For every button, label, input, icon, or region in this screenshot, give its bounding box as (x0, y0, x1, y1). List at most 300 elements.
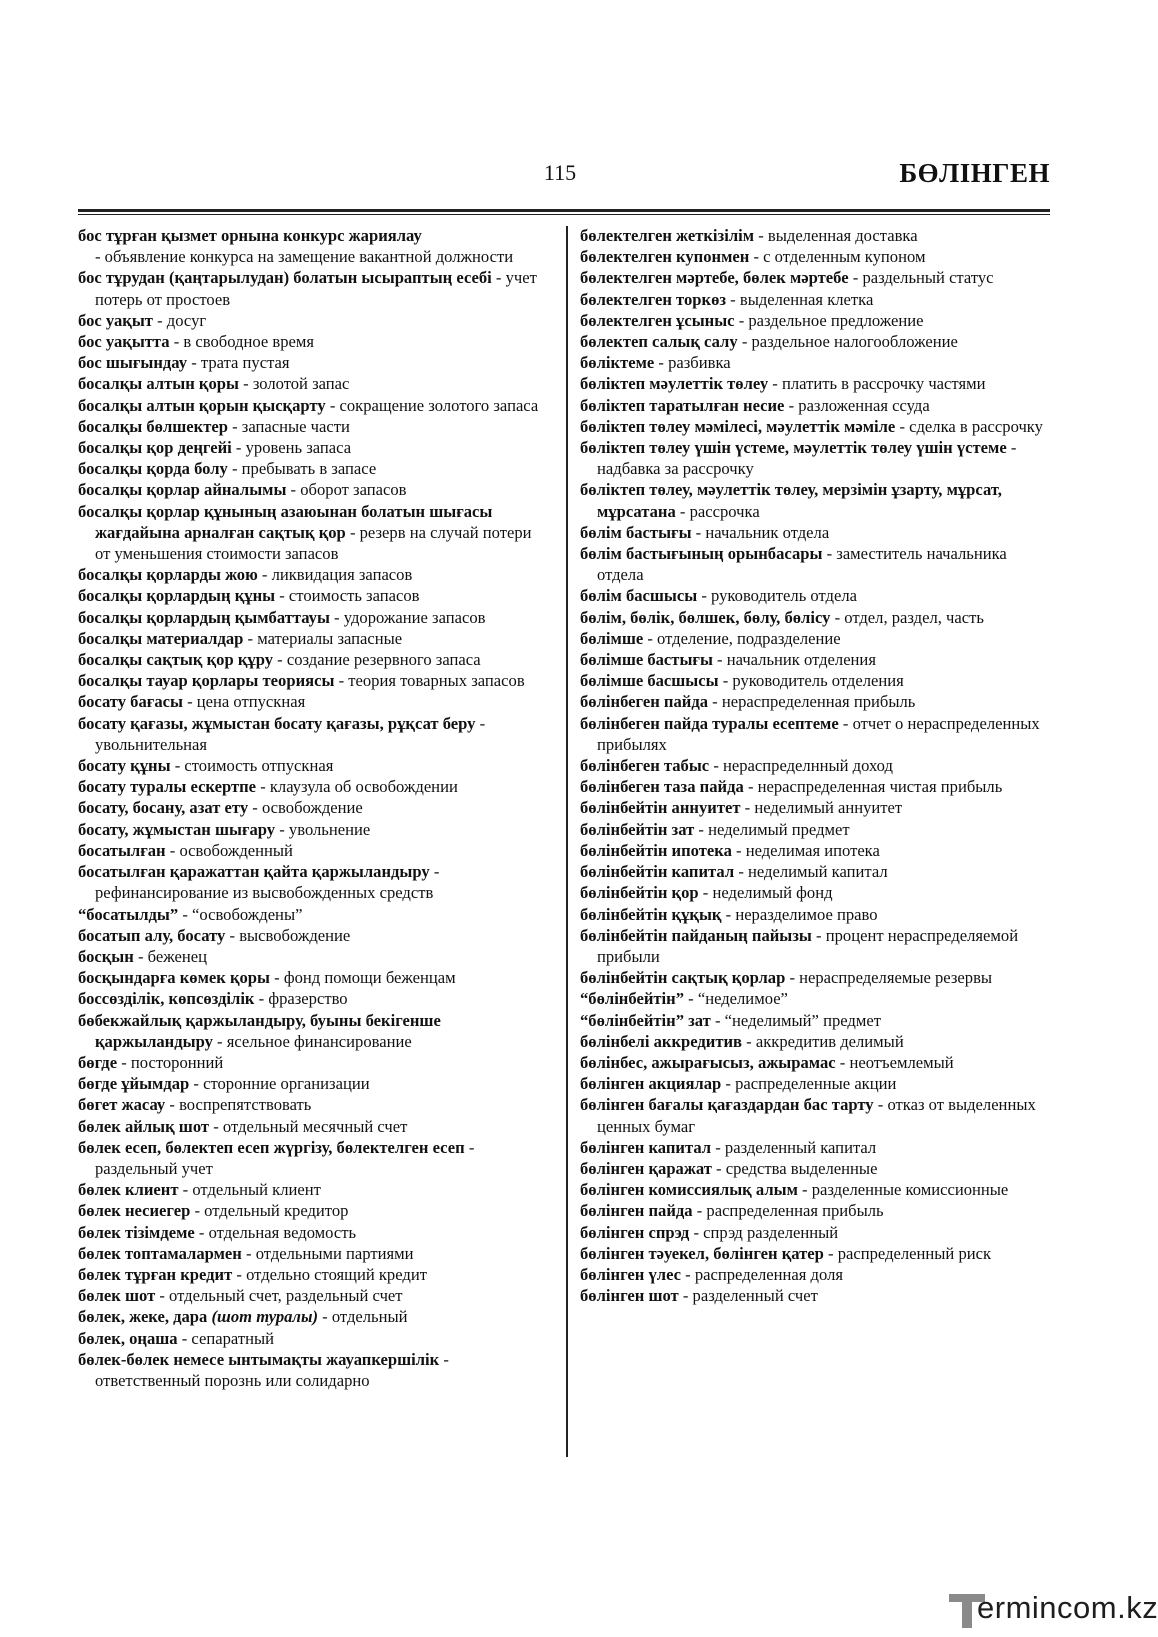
entry-definition: сепаратный (191, 1328, 274, 1348)
entry-separator: - (429, 862, 440, 882)
entry-term: босатып алу, босату (78, 925, 226, 945)
dictionary-entry (78, 840, 548, 861)
entry-definition: удорожание запасов (343, 607, 486, 627)
entry-definition: платить в рассрочку частями (781, 374, 986, 394)
entry-separator: - (212, 1031, 227, 1051)
entry-separator: - (439, 1349, 449, 1369)
entry-definition: распределенная прибыль (706, 1201, 884, 1221)
entry-definition: ликвидация запасов (271, 565, 413, 585)
dictionary-entry (580, 585, 1048, 606)
dictionary-entry (580, 373, 1048, 394)
dictionary-entry (78, 1328, 548, 1349)
entry-term-note: (шот туралы) (211, 1307, 318, 1327)
dictionary-entry (580, 904, 1048, 925)
entry-separator: - (227, 416, 242, 436)
dictionary-entry (78, 819, 548, 840)
entry-definition: освобожденный (179, 840, 293, 860)
entry-definition: создание резервного запаса (286, 650, 481, 670)
entry-separator: - (275, 819, 289, 839)
entry-term: бөлек топтамалармен (78, 1243, 242, 1263)
entry-term: бөлінбеген пайда туралы есептеме (580, 713, 839, 733)
entry-definition: раздельное налогообложение (751, 332, 958, 352)
entry-definition: сделка в рассрочку (909, 416, 1043, 436)
entry-separator: - (232, 1264, 247, 1284)
entry-separator: - (721, 1074, 736, 1094)
entry-definition: беженец (147, 946, 207, 966)
entry-separator: - (823, 1243, 838, 1263)
dictionary-entry (580, 1137, 1048, 1158)
dictionary-entry (78, 649, 548, 670)
entry-separator: - (697, 586, 712, 606)
entry-term: бөлінген шот (580, 1286, 679, 1306)
entry-term: бөлінген спрэд (580, 1222, 690, 1242)
entry-separator: - (684, 989, 698, 1009)
entry-separator: - (254, 989, 269, 1009)
entry-definition: раздельное предложение (748, 310, 924, 330)
entry-separator: - (155, 1286, 170, 1306)
entry-separator: - (117, 1052, 131, 1072)
entry-separator: - (811, 925, 826, 945)
entry-term: бөліктеп төлеу, мәулеттік төлеу, мерзімін ұзарту, мұрсат, мұрсатана (580, 480, 1002, 521)
dictionary-entry (78, 585, 548, 606)
dictionary-entry (580, 246, 1048, 267)
entry-term: бөлімше басшысы (580, 671, 719, 691)
entry-definition: досуг (166, 310, 207, 330)
dictionary-entry (580, 925, 1048, 967)
dictionary-entry (78, 797, 548, 818)
entry-separator: - (241, 1243, 256, 1263)
entry-definition: сторонние организации (203, 1074, 370, 1094)
entry-definition: трата пустая (200, 353, 290, 373)
entry-definition: “неделимое” (697, 989, 788, 1009)
entry-separator: - (165, 1095, 180, 1115)
entry-term: босату қағазы, жұмыстан босату қағазы, рұқсат беру (78, 713, 476, 733)
dictionary-entry (78, 1285, 548, 1306)
header-rule-thin (78, 214, 1050, 215)
entry-separator: - (475, 713, 486, 733)
entry-separator: - (248, 798, 262, 818)
entry-definition: отдельный кредитор (204, 1201, 349, 1221)
entry-term: бөлінбелі аккредитив (580, 1031, 743, 1051)
entry-separator: - (710, 1010, 725, 1030)
entry-term: бөлінген пайда (580, 1201, 693, 1221)
entry-definition: материалы запасные (257, 628, 403, 648)
page-number: 115 (543, 160, 577, 185)
entry-definition: стоимость отпускная (184, 756, 334, 776)
entry-term: боссөзділік, көпсөзділік (78, 989, 255, 1009)
entry-separator: - (835, 1052, 850, 1072)
entry-separator: - (170, 756, 185, 776)
entry-definition: отдел, раздел, часть (844, 607, 984, 627)
entry-separator: - (231, 438, 246, 458)
entry-definition: разбивка (668, 353, 731, 373)
entry-definition: отказ от выделенных ценных бумаг (597, 1095, 1036, 1136)
entry-term: бөлектеп салық салу (580, 332, 738, 352)
entry-definition: разделенный счет (692, 1286, 818, 1306)
dictionary-entry (78, 437, 548, 458)
entry-separator: - (275, 586, 289, 606)
entry-term: бөліктеп төлеу үшін үстеме, мәулеттік төлеу үшін үстеме (580, 438, 1007, 458)
entry-term: босалқы қорда болу (78, 459, 228, 479)
logo-t-stem (962, 1594, 972, 1628)
dictionary-entry (78, 1306, 548, 1327)
entry-definition: раздельный учет (95, 1158, 213, 1178)
entry-term: бөлек клиент (78, 1180, 179, 1200)
entry-separator: - (464, 1137, 475, 1157)
entry-term: бөлінген тәуекел, бөлінген қатер (580, 1243, 824, 1263)
entry-definition: ясельное финансирование (226, 1031, 412, 1051)
dictionary-entry (580, 352, 1048, 373)
dictionary-entry (78, 925, 548, 946)
dictionary-entry (580, 1010, 1048, 1031)
dictionary-entry (580, 310, 1048, 331)
entry-definition: отдельно стоящий кредит (246, 1264, 427, 1284)
entry-separator: - (731, 840, 746, 860)
dictionary-entry (580, 479, 1048, 521)
header-rule (78, 209, 1050, 212)
entry-separator: - (675, 501, 690, 521)
entry-term: бос тұрған қызмет орнына конкурс жариялау (78, 226, 422, 245)
left-column (78, 225, 548, 1391)
dictionary-entry (78, 1073, 548, 1094)
entry-definition: “неделимый” предмет (724, 1010, 881, 1030)
entry-separator: - (873, 1095, 888, 1115)
dictionary-entry (580, 1264, 1048, 1285)
dictionary-entry (580, 1285, 1048, 1306)
dictionary-entry (78, 479, 548, 500)
entry-definition: пребывать в запасе (241, 459, 377, 479)
entry-term: босалқы алтын қорын қысқарту (78, 395, 326, 415)
entry-definition: отдельный (331, 1307, 408, 1327)
entry-definition: отдельный клиент (192, 1180, 321, 1200)
entry-definition: средства выделенные (725, 1158, 878, 1178)
dictionary-entry (78, 458, 548, 479)
entry-term: босқын (78, 946, 134, 966)
entry-definition: неделимая ипотека (745, 840, 880, 860)
entry-term: бөлінген акциялар (580, 1074, 722, 1094)
entry-definition: неделимый фонд (712, 883, 833, 903)
entry-definition: отдельными партиями (255, 1243, 414, 1263)
entry-definition: аккредитив делимый (755, 1031, 904, 1051)
dictionary-entry (78, 1243, 548, 1264)
entry-term: бөлім басшысы (580, 586, 698, 606)
dictionary-entry (78, 1200, 548, 1221)
entry-definition: раздельный статус (862, 268, 994, 288)
dictionary-entry (580, 543, 1048, 585)
entry-definition: с отделенным купоном (763, 247, 926, 267)
dictionary-entry (78, 395, 548, 416)
entry-separator: - (749, 247, 764, 267)
entry-term: бөгде (78, 1052, 118, 1072)
entry-separator: - (286, 480, 301, 500)
entry-definition: надбавка за рассрочку (597, 459, 754, 479)
right-column (580, 225, 1048, 1306)
dictionary-entry (580, 1179, 1048, 1200)
entry-term: босату құны (78, 756, 171, 776)
entry-definition: распределенные акции (735, 1074, 897, 1094)
entry-term: босатылған қаражаттан қайта қаржыландыру (78, 862, 430, 882)
entry-term: бөлінбес, ажырағысыз, ажырамас (580, 1052, 836, 1072)
entry-definition: увольнение (288, 819, 371, 839)
dictionary-entry (78, 1094, 548, 1115)
dictionary-entry (580, 1031, 1048, 1052)
entry-separator: - (797, 1180, 812, 1200)
dictionary-entry (580, 1073, 1048, 1094)
entry-term: бос уақыт (78, 310, 153, 330)
entry-separator: - (838, 713, 853, 733)
entry-definition: отдельный месячный счет (222, 1116, 408, 1136)
entry-separator: - (318, 1307, 332, 1327)
dictionary-entry (78, 861, 548, 903)
entry-term: бөлектелген купонмен (580, 247, 750, 267)
entry-separator: - (754, 226, 768, 245)
dictionary-entry (580, 289, 1048, 310)
entry-definition: рефинансирование из высвобожденныx средств (95, 883, 434, 903)
entry-separator: - (785, 968, 800, 988)
entry-separator: - (491, 268, 506, 288)
entry-definition: неделимый предмет (708, 819, 850, 839)
entry-term: босату туралы ескертпе (78, 777, 257, 797)
dictionary-entry (580, 649, 1048, 670)
entry-definition: спрэд разделенный (703, 1222, 839, 1242)
dictionary-entry (78, 1052, 548, 1073)
entry-term: “бөлінбейтін” зат (580, 1010, 711, 1030)
entry-separator: - (718, 671, 733, 691)
entry-term: бөлек-бөлек немесе ынтымақты жауапкершілік (78, 1349, 440, 1369)
entry-definition: “освобождены” (192, 904, 303, 924)
entry-separator: - (133, 946, 148, 966)
entry-definition: распределенная доля (694, 1264, 843, 1284)
entry-term: босалқы материалдар (78, 628, 244, 648)
dictionary-entry (78, 1179, 548, 1200)
dictionary-entry (78, 628, 548, 649)
entry-definition: фразерство (268, 989, 348, 1009)
dictionary-entry (580, 416, 1048, 437)
entry-term: бөлінбейтін сақтық қорлар (580, 968, 786, 988)
dictionary-entry (580, 670, 1048, 691)
entry-term: бөлек шот (78, 1286, 156, 1306)
dictionary-entry (78, 1222, 548, 1243)
entry-separator: - (822, 544, 837, 564)
entry-separator: - (734, 310, 749, 330)
entry-separator: - (345, 522, 360, 542)
dictionary-entry (580, 840, 1048, 861)
dictionary-entry (78, 988, 548, 1009)
entry-definition: рассрочка (689, 501, 760, 521)
entry-term: бөлінбейтін капитал (580, 862, 735, 882)
entry-term: бөлек несиегер (78, 1201, 191, 1221)
dictionary-entry (78, 946, 548, 967)
dictionary-entry (78, 1116, 548, 1137)
entry-term: бөлінбеген табыс (580, 756, 710, 776)
entry-separator: - (334, 671, 349, 691)
entry-term: бөлінген капитал (580, 1137, 712, 1157)
dictionary-entry (78, 607, 548, 628)
entry-definition: неотъемлемый (849, 1052, 954, 1072)
entry-definition: сокращение золотого запаса (339, 395, 539, 415)
entry-term: босалқы қорлардың қымбаттауы (78, 607, 330, 627)
entry-separator: - (691, 522, 706, 542)
entry-term: бөлінбеген пайда (580, 692, 709, 712)
dictionary-entry (78, 352, 548, 373)
entry-term: бөлек айлық шот (78, 1116, 210, 1136)
dictionary-entry (78, 1264, 548, 1285)
entry-term: бөлек тұрған кредит (78, 1264, 233, 1284)
entry-separator: - (187, 353, 201, 373)
entry-term: “бөлінбейтін” (580, 989, 684, 1009)
dictionary-entry (78, 1349, 548, 1391)
entry-separator: - (227, 459, 242, 479)
entry-term: бөліктеп төлеу мәмілесі, мәулеттік мәміле (580, 416, 896, 436)
entry-separator: - (848, 268, 863, 288)
entry-definition: клаузула об освобождении (269, 777, 458, 797)
entry-definition: запасные части (241, 416, 350, 436)
dictionary-entry (78, 1137, 548, 1179)
entry-separator: - (257, 565, 272, 585)
entry-separator: - (256, 777, 270, 797)
entry-term: бөбекжайлық қаржыландыру, буыны бекігенше қаржыландыру (78, 1010, 441, 1051)
dictionary-entry (78, 416, 548, 437)
dictionary-entry (78, 373, 548, 394)
dictionary-entry (78, 755, 548, 776)
entry-term: босалқы қорлар айналымы (78, 480, 287, 500)
entry-definition: нераспределяемые резервы (799, 968, 993, 988)
dictionary-entry (580, 1052, 1048, 1073)
entry-separator: - (711, 1158, 726, 1178)
entry-separator: - (740, 798, 755, 818)
entry-term: босалқы қорлардың құны (78, 586, 276, 606)
entry-definition: воспрепятствовать (179, 1095, 312, 1115)
dictionary-entry (78, 564, 548, 585)
entry-term: бос шығындау (78, 353, 188, 373)
entry-separator: - (325, 395, 340, 415)
dictionary-entry (580, 331, 1048, 352)
dictionary-entry (580, 861, 1048, 882)
dictionary-entry (580, 755, 1048, 776)
entry-separator: - (243, 628, 258, 648)
dictionary-entry (78, 225, 548, 267)
running-head: БӨЛІНГЕН (899, 158, 1050, 188)
entry-term: босалқы сақтық қор құру (78, 650, 274, 670)
dictionary-entry (580, 776, 1048, 797)
entry-definition: посторонний (130, 1052, 224, 1072)
entry-term: бөлімше бастығы (580, 650, 713, 670)
entry-separator: - (721, 904, 736, 924)
entry-separator: - (689, 1222, 704, 1242)
dictionary-entry (78, 691, 548, 712)
entry-term: бөлектелген мәртебе, бөлек мәртебе (580, 268, 849, 288)
entry-definition: отчет о нераспределенных прибылях (597, 713, 1040, 754)
entry-separator: - (643, 628, 658, 648)
entry-separator: - (711, 1137, 725, 1157)
entry-definition: освобождение (261, 798, 363, 818)
dictionary-entry (580, 395, 1048, 416)
entry-term: бөліктеме (580, 353, 655, 373)
entry-separator: - (270, 968, 284, 988)
entry-term: бос тұрудан (қаңтарылудан) болатын ысыраптың есебі (78, 268, 492, 288)
entry-definition: увольнительная (95, 734, 208, 754)
entry-definition: высвобождение (239, 925, 351, 945)
entry-separator: - (830, 607, 845, 627)
dictionary-entry (580, 225, 1048, 246)
entry-term: бөлектелген торкөз (580, 289, 727, 309)
entry-separator: - (177, 1328, 192, 1348)
entry-definition: учет потерь от простоев (95, 268, 537, 309)
entry-term: бөлінбейтін ипотека (580, 840, 732, 860)
dictionary-entry (580, 1200, 1048, 1221)
entry-definition: уровень запаса (245, 438, 352, 458)
entry-separator: - (1006, 438, 1017, 458)
dictionary-entry (78, 331, 548, 352)
entry-definition: разделенный капитал (724, 1137, 877, 1157)
entry-definition: - объявление конкурса на замещение вакантной должности (95, 247, 514, 267)
entry-separator: - (726, 289, 740, 309)
entry-separator: - (743, 777, 758, 797)
entry-separator: - (712, 650, 727, 670)
dictionary-entry (580, 628, 1048, 649)
entry-term: бөлек есеп, бөлектеп есеп жүргізу, бөлектелген есеп (78, 1137, 465, 1157)
entry-definition: процент нераспределяемой прибыли (597, 925, 1019, 966)
entry-term: бөгет жасау (78, 1095, 166, 1115)
entry-term: бөлінбейтін құқық (580, 904, 722, 924)
entry-separator: - (698, 883, 713, 903)
entry-separator: - (329, 607, 344, 627)
dictionary-entry (580, 988, 1048, 1009)
entry-definition: отдельная ведомость (208, 1222, 357, 1242)
entry-definition: оборот запасов (300, 480, 407, 500)
entry-definition: отделение, подразделение (657, 628, 841, 648)
entry-definition: руководитель отдела (711, 586, 857, 606)
entry-term: бөлектелген ұсыныс (580, 310, 735, 330)
entry-definition: нераспределенная прибыль (721, 692, 916, 712)
entry-definition: в свободное время (183, 332, 315, 352)
entry-separator: - (152, 310, 167, 330)
entry-term: бөлім бастығының орынбасары (580, 544, 823, 564)
entry-definition: фонд помощи беженцам (283, 968, 456, 988)
dictionary-entry (78, 713, 548, 755)
entry-term: бөлім бастығы (580, 522, 692, 542)
column-divider (566, 226, 568, 1457)
entry-term: бөліктеп таратылған несие (580, 395, 785, 415)
entry-term: бөлінбеген таза пайда (580, 777, 744, 797)
entry-separator: - (692, 1201, 707, 1221)
entry-definition: теория товарных запасов (348, 671, 525, 691)
entry-definition: неделимый аннуитет (754, 798, 903, 818)
entry-term: бөлек тізімдеме (78, 1222, 195, 1242)
entry-term: бөлектелген жеткізілім (580, 226, 755, 245)
entry-term: босалқы қор деңгейі (78, 438, 232, 458)
entry-definition: резерв на случай потери от уменьшения стоимости запасов (95, 522, 532, 564)
entry-separator: - (678, 1286, 693, 1306)
entry-separator: - (190, 1201, 205, 1221)
dictionary-entry (580, 967, 1048, 988)
entry-term: бөлінбейтін зат (580, 819, 695, 839)
entry-term: бөлінген үлес (580, 1264, 682, 1284)
entry-separator: - (737, 332, 752, 352)
entry-term: бөлімше (580, 628, 644, 648)
entry-term: босалқы қорларды жою (78, 565, 258, 585)
entry-separator: - (209, 1116, 223, 1136)
dictionary-entry (78, 310, 548, 331)
entry-definition: золотой запас (252, 374, 350, 394)
entry-separator: - (681, 1264, 695, 1284)
entry-term: бос уақытта (78, 332, 170, 352)
entry-separator: - (273, 650, 287, 670)
entry-term: босату бағасы (78, 692, 183, 712)
dictionary-entry (580, 267, 1048, 288)
dictionary-entry (78, 501, 548, 565)
entry-definition: стоимость запасов (288, 586, 420, 606)
